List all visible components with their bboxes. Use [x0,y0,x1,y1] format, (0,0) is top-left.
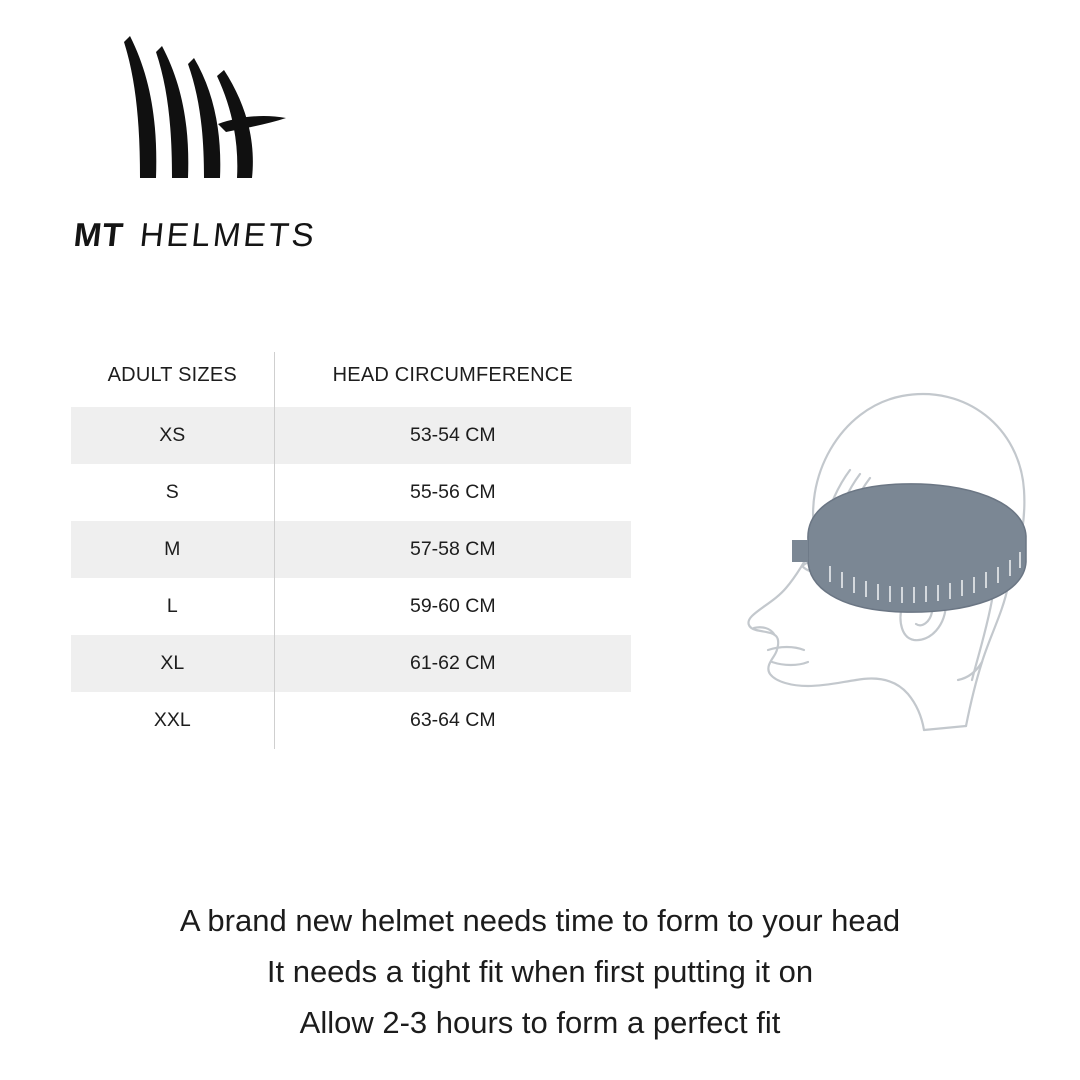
table-row [71,578,631,635]
table-row [71,407,631,464]
cell-size: L [71,578,274,635]
cell-size: XS [71,407,274,464]
mt-helmets-wordmark-icon [74,216,374,256]
svg-text:HELMETS: HELMETS [138,217,319,254]
fit-advice-note [0,895,1080,1048]
table-row [71,464,631,521]
cell-circumference: 53-54 CM [274,407,631,464]
cell-circumference: 59-60 CM [409,595,496,617]
head-measuring-tape-icon [690,350,1050,750]
header-head-circumference: HEAD CIRCUMFERENCE [332,364,573,386]
brand-logo [72,28,392,258]
cell-circumference: 57-58 CM [274,521,631,578]
svg-text:MT: MT [74,217,126,254]
cell-circumference: 63-64 CM [409,709,496,731]
table-row [71,635,631,692]
cell-size: S [71,464,274,521]
cell-size: M [71,521,274,578]
header-adult-sizes: ADULT SIZES [71,352,274,407]
note-line-3: Allow 2-3 hours to form a perfect fit [299,1005,781,1040]
cell-circumference: 55-56 CM [409,481,496,503]
size-chart-table [71,352,631,749]
table-row [71,692,631,749]
note-line-1: A brand new helmet needs time to form to your head [179,903,901,938]
table-row [71,521,631,578]
cell-circumference: 61-62 CM [274,635,631,692]
table-header-row [71,352,631,407]
cell-size: XXL [71,692,274,749]
cell-size: XL [71,635,274,692]
note-line-2: It needs a tight fit when first putting it on [266,954,814,989]
mt-swoosh-logo-icon [100,28,290,198]
